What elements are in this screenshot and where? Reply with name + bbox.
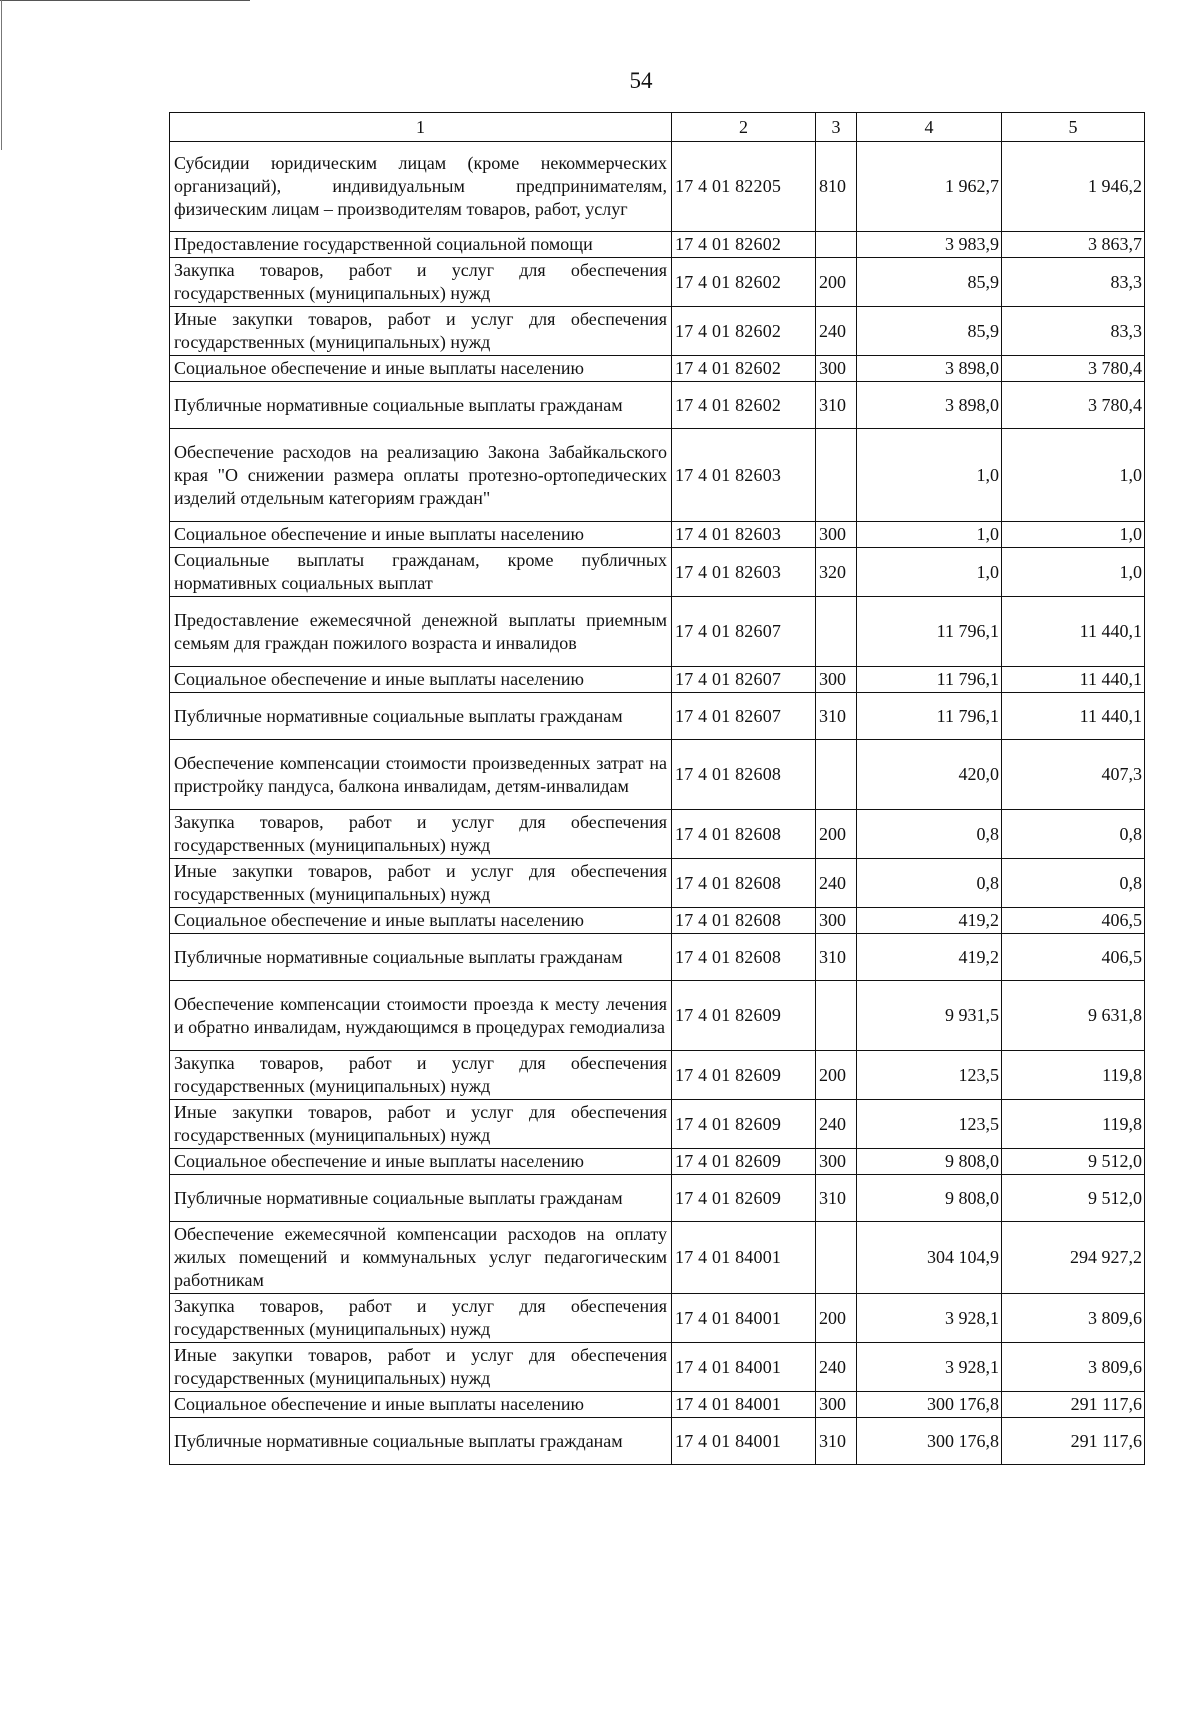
column-header: 5 [1002,113,1145,142]
row-code: 17 4 01 84001 [672,1343,816,1392]
row-code: 17 4 01 82602 [672,382,816,429]
row-expense-type: 240 [816,1343,857,1392]
row-description: Иные закупки товаров, работ и услуг для обеспечения государственных (муниципальных) нужд [170,307,672,356]
table-row [170,258,1145,307]
row-value-col4: 300 176,8 [857,1392,1002,1418]
row-description: Социальное обеспечение и иные выплаты населению [170,1149,672,1175]
table-row [170,934,1145,981]
row-value-col5: 3 809,6 [1002,1294,1145,1343]
table-row [170,667,1145,693]
row-description: Предоставление государственной социальной помощи [170,232,672,258]
row-value-col4: 420,0 [857,740,1002,810]
row-expense-type [816,597,857,667]
row-code: 17 4 01 82602 [672,258,816,307]
row-expense-type: 300 [816,908,857,934]
row-value-col5: 119,8 [1002,1051,1145,1100]
row-description: Социальное обеспечение и иные выплаты населению [170,667,672,693]
table-row [170,693,1145,740]
row-value-col4: 11 796,1 [857,693,1002,740]
row-value-col4: 1,0 [857,548,1002,597]
row-expense-type: 300 [816,356,857,382]
row-expense-type: 320 [816,548,857,597]
table-row [170,1149,1145,1175]
row-value-col5: 9 512,0 [1002,1149,1145,1175]
row-expense-type [816,1222,857,1294]
row-description: Публичные нормативные социальные выплаты гражданам [170,693,672,740]
row-value-col4: 3 928,1 [857,1294,1002,1343]
row-value-col4: 11 796,1 [857,597,1002,667]
row-expense-type: 240 [816,1100,857,1149]
table-row [170,1222,1145,1294]
row-value-col4: 123,5 [857,1051,1002,1100]
row-value-col5: 1,0 [1002,548,1145,597]
row-expense-type: 310 [816,382,857,429]
row-value-col5: 11 440,1 [1002,693,1145,740]
row-expense-type: 810 [816,142,857,232]
table-row [170,1343,1145,1392]
row-code: 17 4 01 82603 [672,429,816,522]
row-value-col5: 1,0 [1002,522,1145,548]
row-code: 17 4 01 82608 [672,810,816,859]
row-value-col4: 123,5 [857,1100,1002,1149]
row-value-col5: 406,5 [1002,908,1145,934]
table-row [170,810,1145,859]
row-code: 17 4 01 82609 [672,1051,816,1100]
row-expense-type: 300 [816,667,857,693]
row-value-col5: 291 117,6 [1002,1392,1145,1418]
row-value-col4: 3 983,9 [857,232,1002,258]
column-header: 2 [672,113,816,142]
row-expense-type: 300 [816,1149,857,1175]
row-value-col5: 9 512,0 [1002,1175,1145,1222]
row-value-col4: 11 796,1 [857,667,1002,693]
row-value-col5: 119,8 [1002,1100,1145,1149]
row-description: Иные закупки товаров, работ и услуг для обеспечения государственных (муниципальных) нужд [170,1343,672,1392]
row-value-col4: 419,2 [857,908,1002,934]
row-value-col4: 0,8 [857,810,1002,859]
row-code: 17 4 01 82603 [672,522,816,548]
row-value-col4: 0,8 [857,859,1002,908]
row-code: 17 4 01 82607 [672,597,816,667]
row-value-col4: 1 962,7 [857,142,1002,232]
row-description: Публичные нормативные социальные выплаты гражданам [170,1175,672,1222]
row-value-col5: 3 780,4 [1002,356,1145,382]
row-description: Иные закупки товаров, работ и услуг для обеспечения государственных (муниципальных) нужд [170,1100,672,1149]
budget-table [169,112,1145,1465]
row-value-col5: 83,3 [1002,258,1145,307]
row-description: Обеспечение ежемесячной компенсации расходов на оплату жилых помещений и коммунальных услуг педагогическим работникам [170,1222,672,1294]
row-code: 17 4 01 82608 [672,859,816,908]
row-expense-type: 200 [816,258,857,307]
row-value-col4: 3 928,1 [857,1343,1002,1392]
row-expense-type: 240 [816,859,857,908]
row-value-col4: 1,0 [857,522,1002,548]
column-header: 3 [816,113,857,142]
row-code: 17 4 01 82609 [672,981,816,1051]
row-value-col5: 407,3 [1002,740,1145,810]
row-code: 17 4 01 82608 [672,740,816,810]
table-row [170,1294,1145,1343]
row-code: 17 4 01 82602 [672,307,816,356]
row-value-col5: 1 946,2 [1002,142,1145,232]
table-row [170,597,1145,667]
row-value-col4: 9 931,5 [857,981,1002,1051]
row-code: 17 4 01 82603 [672,548,816,597]
row-value-col4: 419,2 [857,934,1002,981]
page-number: 54 [629,68,653,93]
row-description: Социальное обеспечение и иные выплаты населению [170,908,672,934]
row-value-col4: 1,0 [857,429,1002,522]
table-row [170,429,1145,522]
row-expense-type: 300 [816,1392,857,1418]
row-code: 17 4 01 82609 [672,1175,816,1222]
table-row [170,1100,1145,1149]
row-expense-type: 310 [816,693,857,740]
row-code: 17 4 01 82607 [672,667,816,693]
row-description: Закупка товаров, работ и услуг для обеспечения государственных (муниципальных) нужд [170,258,672,307]
table-row [170,740,1145,810]
row-code: 17 4 01 82602 [672,232,816,258]
row-expense-type: 310 [816,1418,857,1465]
row-expense-type: 310 [816,934,857,981]
row-description: Закупка товаров, работ и услуг для обеспечения государственных (муниципальных) нужд [170,810,672,859]
row-description: Закупка товаров, работ и услуг для обеспечения государственных (муниципальных) нужд [170,1051,672,1100]
row-description: Предоставление ежемесячной денежной выплаты приемным семьям для граждан пожилого возраста и инвалидов [170,597,672,667]
row-value-col4: 9 808,0 [857,1149,1002,1175]
row-code: 17 4 01 82608 [672,934,816,981]
row-description: Социальное обеспечение и иные выплаты населению [170,1392,672,1418]
row-value-col5: 0,8 [1002,810,1145,859]
table-row [170,548,1145,597]
row-code: 17 4 01 82609 [672,1100,816,1149]
row-expense-type [816,981,857,1051]
row-expense-type: 200 [816,1294,857,1343]
table-row [170,1392,1145,1418]
row-value-col5: 0,8 [1002,859,1145,908]
table-row [170,1051,1145,1100]
table-row [170,356,1145,382]
row-value-col5: 3 780,4 [1002,382,1145,429]
row-value-col5: 406,5 [1002,934,1145,981]
row-description: Субсидии юридическим лицам (кроме некоммерческих организаций), индивидуальным предпринимателям, физическим лицам – производителям товаров, работ, услуг [170,142,672,232]
row-code: 17 4 01 84001 [672,1294,816,1343]
table-row [170,1418,1145,1465]
row-description: Обеспечение компенсации стоимости проезда к месту лечения и обратно инвалидам, нуждающимся в процедурах гемодиализа [170,981,672,1051]
row-description: Закупка товаров, работ и услуг для обеспечения государственных (муниципальных) нужд [170,1294,672,1343]
row-value-col5: 291 117,6 [1002,1418,1145,1465]
table-row [170,232,1145,258]
row-expense-type [816,232,857,258]
table-row [170,142,1145,232]
row-description: Обеспечение компенсации стоимости произведенных затрат на пристройку пандуса, балкона инвалидам, детям-инвалидам [170,740,672,810]
row-expense-type [816,429,857,522]
scan-edge-line [0,0,250,1]
table-row [170,1175,1145,1222]
row-value-col4: 85,9 [857,258,1002,307]
row-expense-type: 200 [816,810,857,859]
row-code: 17 4 01 82607 [672,693,816,740]
column-header: 4 [857,113,1002,142]
table-header-row [170,113,1145,142]
row-code: 17 4 01 82608 [672,908,816,934]
row-expense-type: 310 [816,1175,857,1222]
row-value-col5: 11 440,1 [1002,667,1145,693]
row-value-col4: 300 176,8 [857,1418,1002,1465]
table-row [170,307,1145,356]
row-value-col5: 3 863,7 [1002,232,1145,258]
row-code: 17 4 01 84001 [672,1418,816,1465]
row-expense-type: 200 [816,1051,857,1100]
row-value-col5: 1,0 [1002,429,1145,522]
row-code: 17 4 01 82205 [672,142,816,232]
table-row [170,382,1145,429]
table-row [170,981,1145,1051]
row-expense-type: 300 [816,522,857,548]
row-description: Социальное обеспечение и иные выплаты населению [170,522,672,548]
row-value-col4: 304 104,9 [857,1222,1002,1294]
row-value-col4: 3 898,0 [857,356,1002,382]
table-row [170,859,1145,908]
row-description: Обеспечение расходов на реализацию Закона Забайкальского края "О снижении размера оплаты протезно-ортопедических изделий отдельным категориям граждан" [170,429,672,522]
column-header: 1 [170,113,672,142]
row-code: 17 4 01 84001 [672,1222,816,1294]
table-row [170,522,1145,548]
row-description: Иные закупки товаров, работ и услуг для обеспечения государственных (муниципальных) нужд [170,859,672,908]
row-value-col5: 9 631,8 [1002,981,1145,1051]
row-description: Социальное обеспечение и иные выплаты населению [170,356,672,382]
row-code: 17 4 01 82609 [672,1149,816,1175]
row-value-col4: 85,9 [857,307,1002,356]
row-value-col5: 83,3 [1002,307,1145,356]
table-row [170,908,1145,934]
row-value-col5: 11 440,1 [1002,597,1145,667]
row-expense-type: 240 [816,307,857,356]
row-description: Социальные выплаты гражданам, кроме публичных нормативных социальных выплат [170,548,672,597]
row-code: 17 4 01 84001 [672,1392,816,1418]
row-expense-type [816,740,857,810]
row-description: Публичные нормативные социальные выплаты гражданам [170,934,672,981]
row-value-col4: 3 898,0 [857,382,1002,429]
row-value-col5: 3 809,6 [1002,1343,1145,1392]
row-value-col5: 294 927,2 [1002,1222,1145,1294]
row-value-col4: 9 808,0 [857,1175,1002,1222]
row-code: 17 4 01 82602 [672,356,816,382]
row-description: Публичные нормативные социальные выплаты гражданам [170,1418,672,1465]
row-description: Публичные нормативные социальные выплаты гражданам [170,382,672,429]
